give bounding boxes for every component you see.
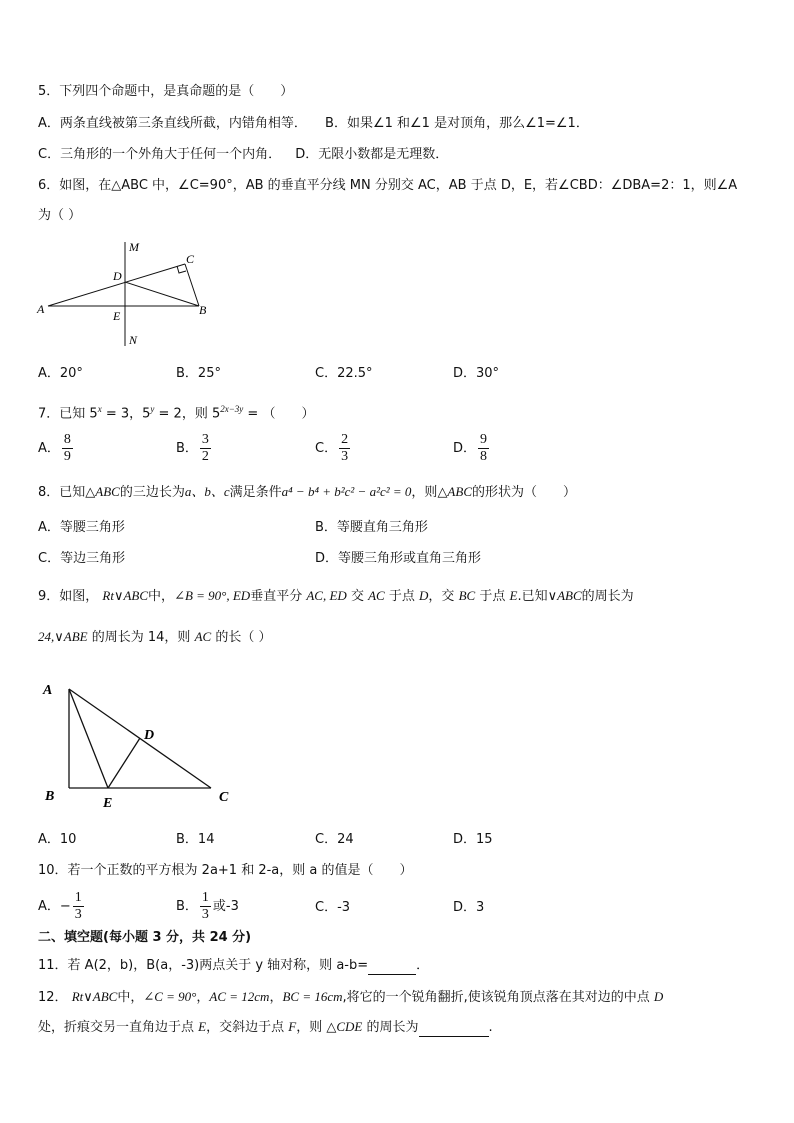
q11-stem [38, 957, 429, 975]
fraction [73, 890, 84, 923]
fraction [478, 432, 489, 465]
q6-label-n: N [129, 333, 138, 347]
q9-text: 9．如图， [38, 589, 99, 604]
q9-math: ∨ABC [547, 588, 582, 603]
q7-exp-x: x [97, 404, 102, 414]
q9-label-c: C [219, 790, 229, 805]
q6-label-a: A [37, 302, 45, 316]
q9-math: 24, [38, 629, 55, 644]
q6-option-c: C．22.5° [315, 366, 373, 381]
q9-stem-line2 [38, 628, 271, 647]
q8-text: 满足条件 [229, 485, 282, 500]
q9-text: 交 [350, 589, 364, 604]
numerator: 3 [201, 432, 209, 447]
q7-option-b [176, 432, 213, 465]
q7-option-label: D． [453, 441, 477, 456]
denominator: 9 [63, 449, 71, 464]
numerator: 1 [201, 890, 209, 905]
q6-option-b: B．25° [176, 366, 221, 381]
q9-label-b: B [45, 789, 55, 804]
q12-math: ∠C = 90° [143, 989, 197, 1004]
q9-text: ，交 [428, 589, 455, 604]
q7-exp-y: y [150, 404, 155, 414]
q8-option-c: C．等边三角形 [38, 551, 126, 566]
q9-math: E [509, 588, 518, 603]
q10-option-b-tail: 或-3 [212, 899, 239, 914]
fraction [200, 432, 211, 465]
q7-exp-2x-3y: 2x−3y [220, 404, 244, 414]
q9-math: ∨ABE [54, 629, 88, 644]
q8-option-b: B．等腰直角三角形 [315, 520, 428, 535]
q12-text: ， [269, 990, 283, 1005]
q12-math: D [653, 989, 664, 1004]
q9-text: .已知 [517, 589, 548, 604]
q7-stem [38, 400, 314, 423]
q7-option-label: B． [176, 441, 198, 456]
q12-math: Rt∨ABC [71, 989, 118, 1004]
fraction [200, 890, 211, 923]
q6-option-d: D．30° [453, 366, 500, 381]
q5-options-row1 [38, 115, 589, 133]
fraction [62, 432, 73, 465]
q6-label-d: D [113, 269, 122, 283]
q12-text: 12． [38, 990, 68, 1005]
q11-text: 11．若 A(2，b)，B(a，-3)两点关于 y 轴对称，则 a-b= [38, 958, 369, 973]
q8-text: ，则 [411, 485, 438, 500]
q12-math: E [198, 1019, 207, 1034]
q6-stem-line2: 为（ ） [38, 208, 82, 223]
q12-stem-line2 [38, 1018, 493, 1037]
q12-math: AC = 12cm [209, 989, 270, 1004]
q10-option-label: A．− [38, 899, 71, 914]
fraction [339, 432, 350, 465]
q9-text: 中， [148, 589, 175, 604]
q12-text: ，则 [296, 1020, 323, 1035]
q12-text: 中， [117, 990, 144, 1005]
q6-stem-line1: 6．如图，在△ABC 中，∠C=90°，AB 的垂直平分线 MN 分别交 AC，AB 于点 D，E，若∠CBD：∠DBA=2：1，则∠A [38, 178, 738, 193]
q6-label-c: C [186, 252, 195, 266]
q12-math: BC = 16cm [282, 989, 343, 1004]
q8-option-d: D．等腰三角形或直角三角形 [315, 551, 482, 566]
q9-label-a: A [43, 683, 53, 698]
q9-option-c: C．24 [315, 832, 354, 847]
q9-math: AC, ED [306, 588, 347, 603]
q9-label-d: D [144, 728, 155, 743]
q10-option-a [38, 890, 86, 923]
q9-segment-ed [108, 738, 140, 788]
denominator: 2 [201, 449, 209, 464]
q8-option-a: A．等腰三角形 [38, 520, 125, 535]
q8-text: 8．已知 [38, 485, 86, 500]
q6-label-m: M [129, 240, 139, 254]
q12-text: 的周长为 [366, 1020, 419, 1035]
q12-text: 处，折痕交另一直角边于点 [38, 1020, 195, 1035]
q7-option-c [315, 432, 352, 465]
q9-text: 的周长为 [581, 589, 634, 604]
answer-blank[interactable] [368, 974, 416, 975]
q9-segment-ae [69, 689, 108, 788]
q5-options-row2 [38, 146, 448, 164]
q6-label-e: E [113, 309, 121, 323]
q8-triangle: △ABC [85, 484, 120, 499]
q5-stem: 5．下列四个命题中，是真命题的是（ ） [38, 84, 294, 99]
q7-option-label: A． [38, 441, 60, 456]
numerator: 2 [341, 432, 349, 447]
q9-text: 垂直平分 [250, 589, 303, 604]
q6-label-b: B [199, 303, 207, 317]
q6-segment-cb [185, 264, 199, 306]
q5-option-b: B．如果∠1 和∠1 是对顶角，那么∠1=∠1． [325, 116, 589, 131]
q9-math: AC [368, 588, 385, 603]
denominator: 3 [74, 907, 82, 922]
q12-text: ,将它的一个锐角翻折,使该锐角顶点落在其对边的中点 [342, 990, 650, 1005]
q7-option-d [453, 432, 491, 465]
numerator: 9 [480, 432, 488, 447]
q12-math: △CDE [326, 1019, 363, 1034]
q8-triangle: △ABC [437, 484, 472, 499]
q12-text: ， [196, 990, 210, 1005]
q9-option-b: B．14 [176, 832, 215, 847]
denominator: 8 [480, 449, 488, 464]
q8-text: 的形状为（ ） [472, 485, 577, 500]
numerator: 8 [63, 432, 71, 447]
q5-option-a: A．两条直线被第三条直线所截，内错角相等． [38, 116, 307, 131]
q7-text: = （ ） [243, 406, 315, 422]
q10-stem: 10．若一个正数的平方根为 2a+1 和 2-a，则 a 的值是（ ） [38, 863, 413, 878]
numerator: 1 [74, 890, 82, 905]
q9-text: 于点 [388, 589, 415, 604]
q8-equation: a⁴ − b⁴ + b²c² − a²c² = 0 [281, 484, 412, 499]
q9-figure [36, 676, 246, 814]
q10-option-b [176, 890, 239, 923]
denominator: 3 [341, 449, 349, 464]
q6-option-a: A．20° [38, 366, 83, 381]
q8-text: 的三边长为 [119, 485, 185, 500]
q7-text: = 2，则 5 [154, 406, 221, 422]
q6-right-angle-mark [177, 266, 186, 273]
q9-math: AC [194, 629, 212, 644]
q9-stem-line1 [38, 587, 634, 606]
q7-option-a [38, 432, 75, 465]
q8-stem [38, 483, 576, 502]
q9-label-e: E [103, 796, 113, 811]
q12-math: F [288, 1019, 297, 1034]
q9-text: 的周长为 14，则 [91, 630, 191, 645]
q9-option-d: D．15 [453, 832, 493, 847]
q12-stem-line1 [38, 988, 663, 1007]
denominator: 3 [201, 907, 209, 922]
q10-option-c: C．-3 [315, 900, 351, 915]
q6-segment-db [125, 282, 199, 306]
q9-math: D [419, 588, 429, 603]
q9-math: BC [458, 588, 476, 603]
q12-text: . [488, 1020, 493, 1035]
q5-option-d: D．无限小数都是无理数． [295, 147, 449, 162]
q9-text: 于点 [479, 589, 506, 604]
q9-math: ∠B = 90°, ED [174, 588, 251, 603]
q9-math: Rt∨ABC [102, 588, 149, 603]
answer-blank[interactable] [419, 1036, 489, 1037]
q5-option-c: C．三角形的一个外角大于任何一个内角． [38, 147, 282, 162]
q6-figure [34, 238, 224, 350]
q7-text: = 3，5 [101, 406, 151, 422]
q11-text: ． [416, 958, 430, 973]
section-title-fill-in: 二、填空题(每小题 3 分，共 24 分) [38, 930, 252, 945]
q12-text: ，交斜边于点 [206, 1020, 285, 1035]
q9-option-a: A．10 [38, 832, 77, 847]
q8-sides: a、b、c [184, 484, 230, 499]
q10-option-label: B． [176, 899, 198, 914]
q7-option-label: C． [315, 441, 338, 456]
q10-option-d: D．3 [453, 900, 485, 915]
q7-text: 7．已知 5 [38, 406, 98, 422]
q9-text: 的长（ ） [215, 630, 272, 645]
